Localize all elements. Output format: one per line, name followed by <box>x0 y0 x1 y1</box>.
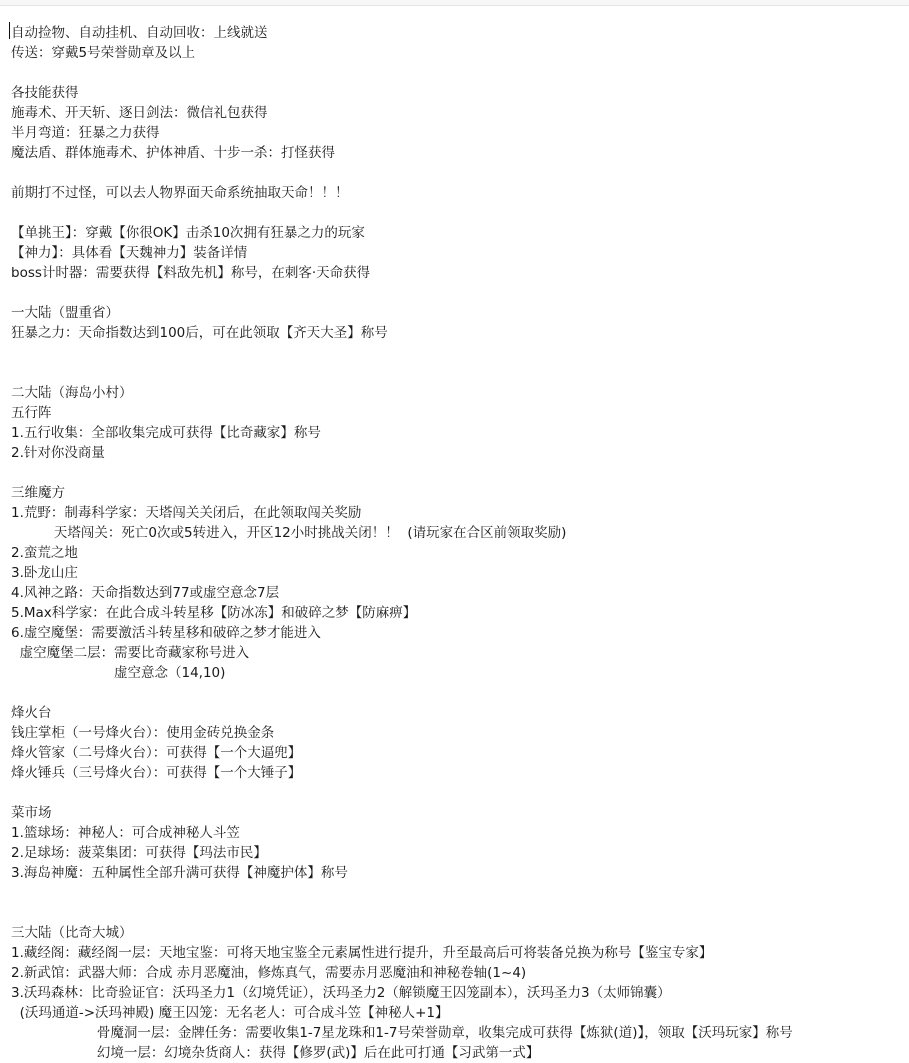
text-line: 施毒术、开天斩、逐日剑法：微信礼包获得 <box>11 105 268 121</box>
text-line <box>11 343 906 363</box>
text-line: 2.蛮荒之地 <box>11 545 78 561</box>
text-line: 魔法盾、群体施毒术、护体神盾、十步一杀：打怪获得 <box>11 145 335 161</box>
text-line: 2.新武馆：武器大师：合成 赤月恶魔油，修炼真气，需要赤月恶魔油和神秘卷轴(1~4) <box>11 965 527 981</box>
text-line: 天塔闯关：死亡0次或5转进入，开区12小时挑战关闭！！ (请玩家在合区前领取奖励) <box>11 525 567 541</box>
text-line: 骨魔洞一层：金牌任务：需要收集1-7星龙珠和1-7号荣誉勋章，收集完成可获得【炼狱(道)】，领取【沃玛玩家】称号 <box>11 1025 793 1041</box>
text-line: 钱庄掌柜（一号烽火台）：使用金砖兑换金条 <box>11 725 275 741</box>
text-line <box>11 163 906 183</box>
text-line: (沃玛通道->沃玛神殿) 魔王囚笼：无名老人：可合成斗笠【神秘人+1】 <box>11 1005 449 1021</box>
text-line: 三大陆（比奇大城） <box>11 925 133 941</box>
text-line: 烽火锤兵（三号烽火台）：可获得【一个大锤子】 <box>11 765 302 781</box>
text-line: 一大陆（盟重省） <box>11 305 119 321</box>
window-top-edge <box>0 0 909 6</box>
text-line: boss计时器：需要获得【料敌先机】称号，在刺客·天命获得 <box>11 265 371 281</box>
text-line: 1.五行收集：全部收集完成可获得【比奇藏家】称号 <box>11 425 321 441</box>
text-line: 狂暴之力：天命指数达到100后，可在此领取【齐天大圣】称号 <box>11 325 388 341</box>
text-line: 五行阵 <box>11 405 52 421</box>
text-line: 二大陆（海岛小村） <box>11 385 133 401</box>
text-line: 3.海岛神魔：五种属性全部升满可获得【神魔护体】称号 <box>11 865 348 881</box>
text-line: 虚空魔堡二层：需要比奇藏家称号进入 <box>11 645 250 661</box>
text-line <box>11 883 906 903</box>
text-line: 1.荒野：制毒科学家：天塔闯关关闭后，在此领取闯关奖励 <box>11 505 362 521</box>
text-editor[interactable] <box>11 23 906 1063</box>
text-line: 各技能获得 <box>11 85 79 101</box>
text-cursor <box>9 22 10 39</box>
text-line: 【神力】：具体看【天魏神力】装备详情 <box>11 245 248 261</box>
text-line: 2.针对你没商量 <box>11 445 105 461</box>
text-line: 6.虚空魔堡：需要激活斗转星移和破碎之梦才能进入 <box>11 625 321 641</box>
text-line <box>11 203 906 223</box>
text-line <box>11 783 906 803</box>
text-line: 虚空意念（14,10) <box>11 665 226 681</box>
text-line <box>11 363 906 383</box>
text-line <box>11 283 906 303</box>
text-line: 幻境一层：幻境杂货商人：获得【修罗(武)】后在此可打通【习武第一式】 <box>11 1045 540 1061</box>
text-line: 3.沃玛森林：比奇验证官：沃玛圣力1（幻境凭证），沃玛圣力2（解锁魔王囚笼副本），沃玛圣力3（太师锦囊） <box>11 985 671 1001</box>
text-line: 菜市场 <box>11 805 52 821</box>
text-line: 1.藏经阁：藏经阁一层：天地宝鉴：可将天地宝鉴全元素属性进行提升，升至最高后可将装备兑换为称号【鉴宝专家】 <box>11 945 713 961</box>
text-line: 自动捡物、自动挂机、自动回收：上线就送 <box>11 25 268 41</box>
text-line <box>11 463 906 483</box>
text-line: 3.卧龙山庄 <box>11 565 78 581</box>
text-line: 半月弯道：狂暴之力获得 <box>11 125 160 141</box>
text-line <box>11 683 906 703</box>
text-line: 4.风神之路：天命指数达到77或虚空意念7层 <box>11 585 280 601</box>
text-line <box>11 903 906 923</box>
text-line: 三维魔方 <box>11 485 65 501</box>
text-line: 烽火台 <box>11 705 52 721</box>
text-line: 5.Max科学家：在此合成斗转星移【防冰冻】和破碎之梦【防麻痹】 <box>11 605 417 621</box>
text-line: 【单挑王】：穿戴【你很OK】击杀10次拥有狂暴之力的玩家 <box>11 225 365 241</box>
text-line: 烽火管家（二号烽火台）：可获得【一个大逼兜】 <box>11 745 302 761</box>
text-line <box>11 63 906 83</box>
text-line: 2.足球场：菠菜集团：可获得【玛法市民】 <box>11 845 267 861</box>
text-line: 前期打不过怪，可以去人物界面天命系统抽取天命！！！ <box>11 185 349 201</box>
text-line: 1.篮球场：神秘人：可合成神秘人斗笠 <box>11 825 240 841</box>
text-line: 传送：穿戴5号荣誉勋章及以上 <box>11 45 196 61</box>
